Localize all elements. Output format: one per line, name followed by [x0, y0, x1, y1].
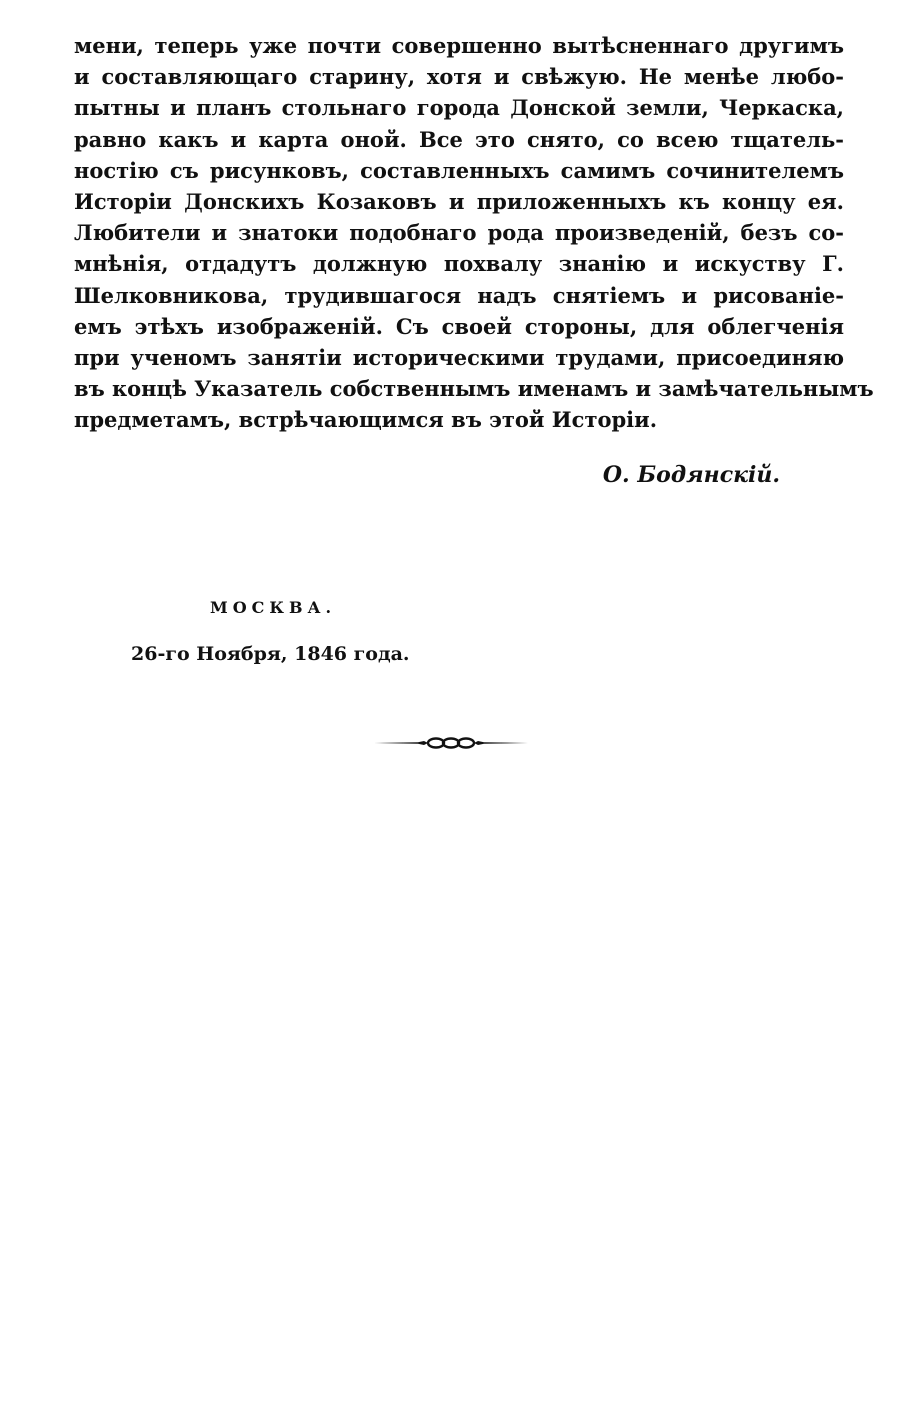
text-line: мнѣнія, отдадутъ должную похвалу знанію и искуству Г. [74, 251, 844, 277]
text-line: въ концѣ Указатель собственнымъ именамъ и замѣчательнымъ [74, 376, 874, 402]
text-line: емъ этѣхъ изображеній. Съ своей стороны, для облегченія [74, 313, 844, 339]
preface-text [74, 30, 874, 435]
place-of-writing: МОСКВА. [210, 598, 337, 617]
author-signature: О. Бодянскій. [602, 462, 780, 488]
text-line: при ученомъ занятіи историческими трудами, присоединяю [74, 344, 844, 370]
text-line: равно какъ и карта оной. Все это снято, со всею тщатель- [74, 126, 844, 152]
date-of-writing: 26-го Ноября, 1846 года. [131, 643, 410, 665]
text-line: Исторіи Донскихъ Козаковъ и приложенныхъ къ концу ея. [74, 188, 844, 214]
text-line: Шелковникова, трудившагося надъ снятіемъ и рисованіе- [74, 282, 844, 308]
text-line: мени, теперь уже почти совершенно вытѣсненнаго другимъ [74, 33, 844, 58]
text-line: пытны и планъ стольнаго города Донской земли, Черкаска, [74, 95, 844, 121]
text-line: Любители и знатоки подобнаго рода произведеній, безъ со- [74, 220, 844, 246]
text-line: и составляющаго старину, хотя и свѣжую. Не менѣе любо- [74, 64, 844, 90]
ornament-divider-icon [372, 734, 530, 752]
text-line: ностію съ рисунковъ, составленныхъ самимъ сочинителемъ [74, 157, 844, 183]
text-line: предметамъ, встрѣчающимся въ этой Исторіи. [74, 407, 658, 433]
